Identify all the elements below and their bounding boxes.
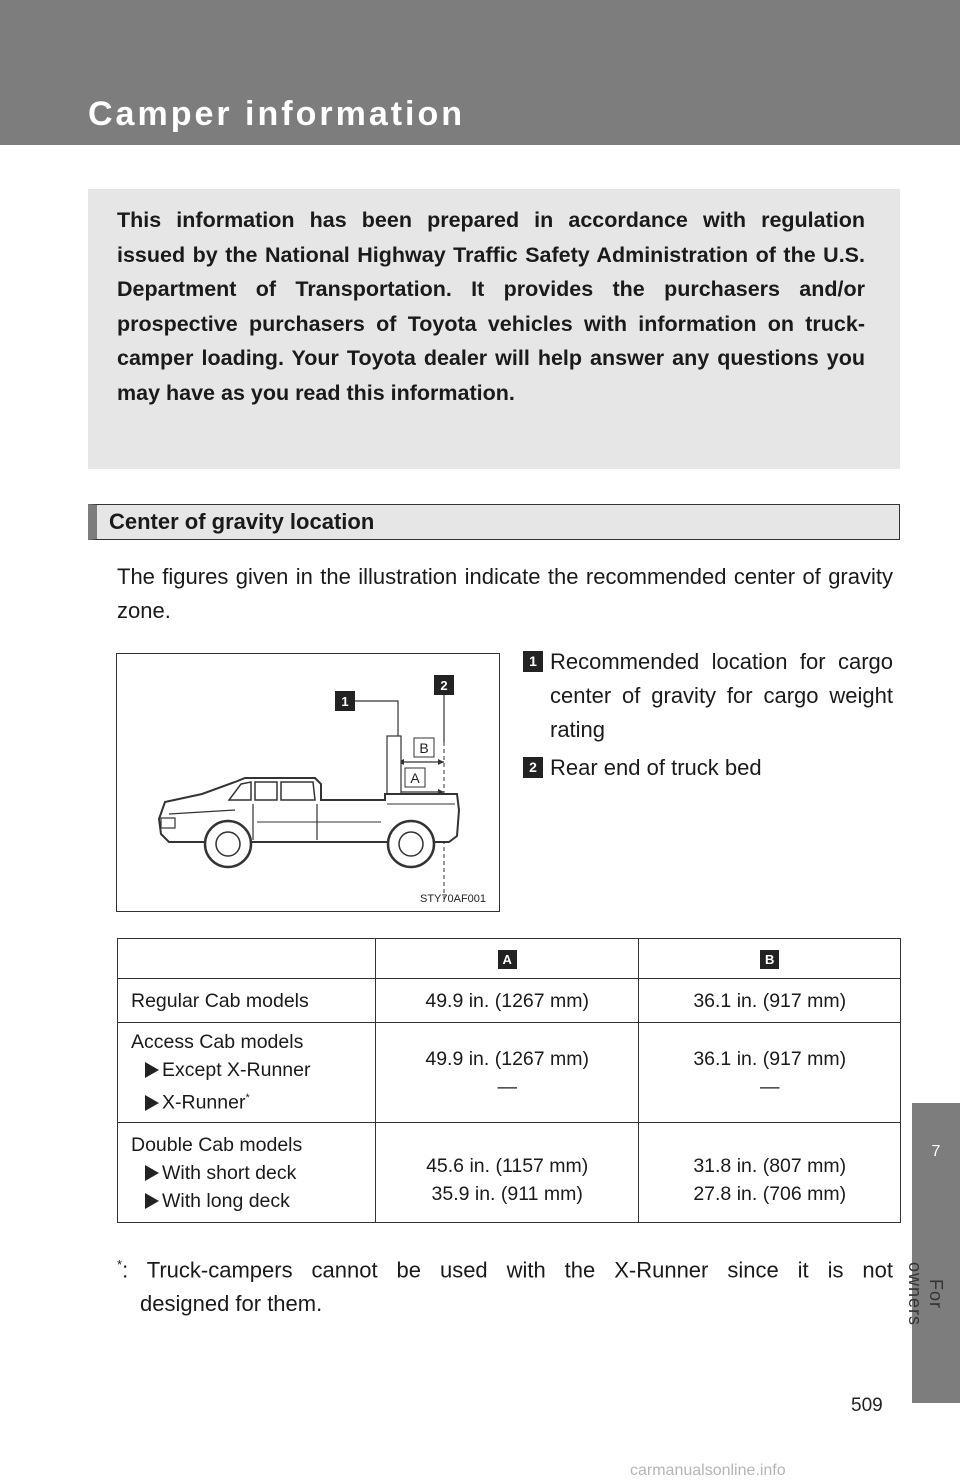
section-body: The figures given in the illustration indicate the recommended center of gravity zone. xyxy=(117,564,893,623)
row-access-a: 49.9 in. (1267 mm) — xyxy=(375,1023,639,1123)
page-number: 509 xyxy=(851,1395,883,1416)
legend-badge-1: 1 xyxy=(523,651,543,672)
page-title: Camper information xyxy=(88,95,466,133)
figure-code: STY70AF001 xyxy=(420,893,487,905)
arrow-icon xyxy=(145,1095,159,1111)
table-header-a: A xyxy=(375,939,639,979)
arrow-icon xyxy=(145,1165,159,1181)
table-row xyxy=(118,1023,901,1123)
legend-text-2: Rear end of truck bed xyxy=(550,755,762,780)
watermark: carmanualsonline.info xyxy=(630,1462,786,1479)
footnote-line-2: designed for them. xyxy=(140,1291,323,1317)
footnote-star: * xyxy=(117,1257,123,1272)
row-access-b: 36.1 in. (917 mm) — xyxy=(639,1023,901,1123)
arrow-icon xyxy=(145,1193,159,1209)
truck-illustration xyxy=(116,653,500,912)
callout-2-label: 2 xyxy=(440,678,448,693)
dimension-a-label: A xyxy=(410,770,420,786)
table-header-b: B xyxy=(639,939,901,979)
legend-item-2 xyxy=(523,751,893,785)
legend-text-1: Recommended location for cargo center of gravity for cargo weight rating xyxy=(550,649,893,742)
legend-badge-2: 2 xyxy=(523,757,543,778)
row-double-model: Double Cab models With short deck With long deck xyxy=(118,1123,376,1223)
legend-item-1 xyxy=(523,645,893,742)
truck-drawing xyxy=(117,654,501,913)
row-regular-a: 49.9 in. (1267 mm) xyxy=(375,979,639,1023)
footnote-line-1: : Truck-campers cannot be used with the X-Runner since it is not xyxy=(122,1257,893,1283)
section-heading: Center of gravity location xyxy=(88,504,900,540)
table-header-row xyxy=(118,939,901,979)
row-double-b: 31.8 in. (807 mm) 27.8 in. (706 mm) xyxy=(639,1123,901,1223)
page-header xyxy=(0,0,960,145)
row-double-a: 45.6 in. (1157 mm) 35.9 in. (911 mm) xyxy=(375,1123,639,1223)
table-row xyxy=(118,979,901,1023)
row-regular-model: Regular Cab models xyxy=(118,979,376,1023)
intro-box: This information has been prepared in accordance with regulation issued by the National Highway Traffic Safety Administration of the U.S. Department of Transportation. It provides the purchasers and/or prospective purchasers of Toyota vehicles with information on truck-camper loading. Your Toyota dealer will help answer any questions you may have as you read this information. xyxy=(88,189,900,469)
footnote xyxy=(117,1248,893,1321)
arrow-icon xyxy=(145,1062,159,1078)
chapter-label: For owners xyxy=(905,1261,946,1327)
row-regular-b: 36.1 in. (917 mm) xyxy=(639,979,901,1023)
chapter-number: 7 xyxy=(931,1143,941,1160)
callout-1-label: 1 xyxy=(341,694,349,709)
table-row xyxy=(118,1123,901,1223)
dimension-b-label: B xyxy=(419,740,429,756)
table-header-empty xyxy=(118,939,376,979)
row-access-model: Access Cab models Except X-Runner X-Runner* xyxy=(118,1023,376,1123)
dimension-table xyxy=(117,938,901,1223)
